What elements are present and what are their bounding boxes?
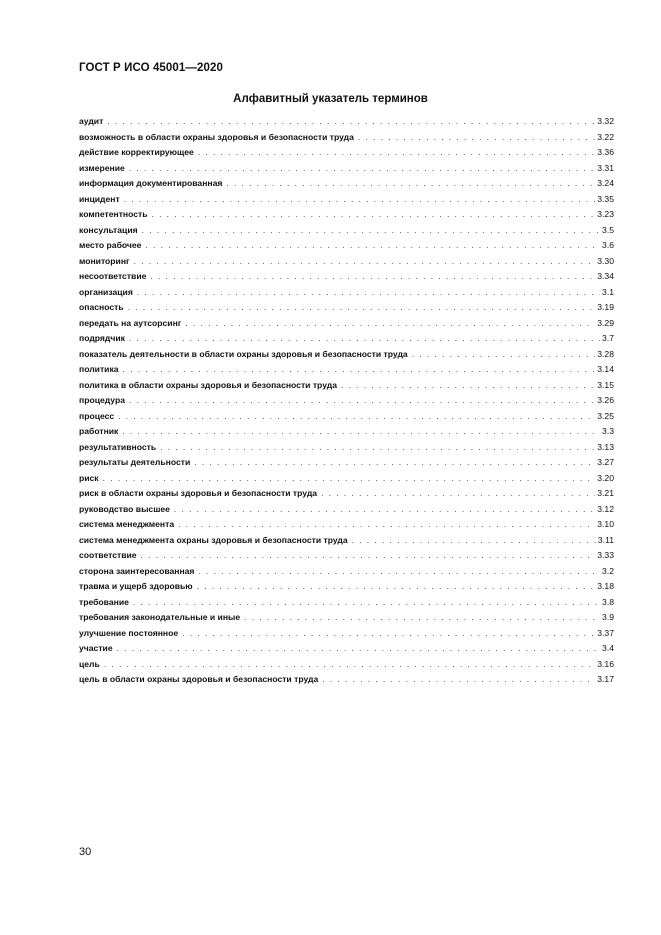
dot-leader bbox=[123, 362, 596, 378]
index-entry bbox=[79, 114, 614, 130]
index-entry bbox=[79, 285, 614, 301]
index-entry bbox=[79, 254, 614, 270]
dot-leader bbox=[129, 393, 595, 409]
dot-leader bbox=[142, 223, 600, 239]
dot-leader bbox=[226, 176, 595, 192]
index-term: система менеджмента охраны здоровья и безопасности труда bbox=[79, 534, 348, 545]
index-term: улучшение постоянное bbox=[79, 627, 179, 638]
index-term: цель bbox=[79, 658, 100, 669]
dot-leader bbox=[103, 471, 596, 487]
dot-leader bbox=[137, 285, 600, 301]
dot-leader bbox=[182, 626, 595, 642]
index-reference: 3.20 bbox=[597, 472, 614, 483]
index-reference: 3.27 bbox=[597, 457, 614, 467]
index-term: требование bbox=[79, 596, 129, 607]
index-entry bbox=[79, 641, 614, 657]
index-term: инцидент bbox=[79, 193, 120, 204]
index-entry bbox=[79, 161, 614, 177]
index-term: передать на аутсорсинг bbox=[79, 317, 182, 328]
index-term: измерение bbox=[79, 162, 125, 173]
index-entry bbox=[79, 347, 614, 363]
index-entry bbox=[79, 610, 614, 626]
index-entry bbox=[79, 455, 614, 471]
dot-leader bbox=[128, 300, 596, 316]
index-reference: 3.23 bbox=[597, 209, 614, 219]
index-entry bbox=[79, 192, 614, 208]
index-term: организация bbox=[79, 286, 133, 297]
index-reference: 3.14 bbox=[597, 364, 614, 374]
index-reference: 3.10 bbox=[597, 519, 614, 529]
index-term: процедура bbox=[79, 395, 126, 405]
index-term: опасность bbox=[79, 302, 124, 312]
index-entry bbox=[79, 223, 614, 239]
index-term: требования законодательные и иные bbox=[79, 612, 241, 622]
index-term: работник bbox=[79, 426, 119, 436]
index-reference: 3.31 bbox=[597, 162, 614, 173]
index-reference: 3.2 bbox=[602, 565, 614, 576]
index-term: мониторинг bbox=[79, 255, 130, 266]
index-reference: 3.24 bbox=[597, 178, 614, 188]
index-term: риск в области охраны здоровья и безопасности труда bbox=[79, 488, 318, 498]
index-reference: 3.11 bbox=[597, 534, 614, 545]
index-reference: 3.4 bbox=[602, 643, 614, 653]
dot-leader bbox=[194, 455, 595, 471]
dot-leader bbox=[244, 610, 600, 626]
dot-leader bbox=[133, 595, 600, 611]
index-reference: 3.12 bbox=[597, 503, 614, 514]
index-reference: 3.6 bbox=[602, 240, 614, 250]
index-reference: 3.13 bbox=[597, 441, 614, 452]
index-entry bbox=[79, 579, 614, 595]
index-entry bbox=[79, 378, 614, 394]
dot-leader bbox=[412, 347, 596, 363]
index-reference: 3.19 bbox=[597, 302, 614, 312]
index-entry bbox=[79, 145, 614, 161]
index-reference: 3.26 bbox=[597, 395, 614, 405]
index-entry bbox=[79, 533, 614, 549]
index-entry bbox=[79, 130, 614, 146]
index-term: подрядчик bbox=[79, 333, 125, 343]
index-reference: 3.32 bbox=[597, 116, 614, 126]
dot-leader bbox=[352, 533, 596, 549]
index-reference: 3.29 bbox=[597, 317, 614, 328]
index-term: консультация bbox=[79, 224, 138, 235]
document-header: ГОСТ Р ИСО 45001—2020 bbox=[79, 62, 224, 74]
dot-leader bbox=[150, 269, 595, 285]
dot-leader bbox=[122, 424, 600, 440]
index-entry bbox=[79, 424, 614, 440]
index-entry bbox=[79, 238, 614, 254]
index-reference: 3.22 bbox=[597, 131, 614, 142]
dot-leader bbox=[118, 409, 595, 425]
index-title: Алфавитный указатель терминов bbox=[233, 93, 428, 105]
index-reference: 3.1 bbox=[602, 286, 614, 297]
index-reference: 3.25 bbox=[597, 410, 614, 421]
index-reference: 3.8 bbox=[602, 596, 614, 607]
index-term: показатель деятельности в области охраны здоровья и безопасности труда bbox=[79, 348, 408, 359]
index-term: цель в области охраны здоровья и безопасности труда bbox=[79, 674, 319, 684]
dot-leader bbox=[107, 114, 595, 130]
index-reference: 3.17 bbox=[597, 674, 614, 684]
index-entry bbox=[79, 626, 614, 642]
index-term: место рабочее bbox=[79, 240, 142, 250]
index-reference: 3.35 bbox=[597, 193, 614, 204]
index-term: сторона заинтересованная bbox=[79, 565, 195, 576]
index-entry bbox=[79, 393, 614, 409]
index-reference: 3.5 bbox=[602, 224, 614, 235]
dot-leader bbox=[145, 238, 600, 254]
dot-leader bbox=[129, 331, 600, 347]
index-term: аудит bbox=[79, 116, 104, 126]
index-reference: 3.9 bbox=[602, 612, 614, 622]
dot-leader bbox=[141, 548, 596, 564]
index-entry bbox=[79, 207, 614, 223]
dot-leader bbox=[185, 316, 595, 332]
index-term: риск bbox=[79, 472, 99, 483]
index-reference: 3.18 bbox=[597, 581, 614, 591]
index-term: система менеджмента bbox=[79, 519, 175, 529]
index-entry bbox=[79, 409, 614, 425]
index-reference: 3.36 bbox=[597, 147, 614, 157]
index-entry bbox=[79, 440, 614, 456]
dot-leader bbox=[198, 564, 600, 580]
index-reference: 3.21 bbox=[597, 488, 614, 498]
index-entry bbox=[79, 502, 614, 518]
index-reference: 3.37 bbox=[597, 627, 614, 638]
dot-leader bbox=[134, 254, 596, 270]
index-term: соответствие bbox=[79, 550, 137, 560]
index-entry bbox=[79, 176, 614, 192]
index-reference: 3.15 bbox=[597, 379, 614, 390]
index-term: действие корректирующее bbox=[79, 147, 194, 157]
dot-leader bbox=[197, 579, 596, 595]
dot-leader bbox=[129, 161, 596, 177]
index-term: возможность в области охраны здоровья и безопасности труда bbox=[79, 131, 354, 142]
dot-leader bbox=[174, 502, 595, 518]
index-entry bbox=[79, 657, 614, 673]
index-entry bbox=[79, 564, 614, 580]
index-term: руководство высшее bbox=[79, 503, 170, 514]
index-reference: 3.30 bbox=[597, 255, 614, 266]
index-entry bbox=[79, 316, 614, 332]
dot-leader bbox=[124, 192, 596, 208]
index-entry bbox=[79, 471, 614, 487]
dot-leader bbox=[117, 641, 600, 657]
dot-leader bbox=[178, 517, 595, 533]
index-reference: 3.28 bbox=[597, 348, 614, 359]
dot-leader bbox=[104, 657, 595, 673]
dot-leader bbox=[322, 672, 595, 688]
index-entry bbox=[79, 548, 614, 564]
index-entry bbox=[79, 269, 614, 285]
index-term: политика bbox=[79, 364, 119, 374]
index-term: несоответствие bbox=[79, 271, 147, 281]
index-entry bbox=[79, 300, 614, 316]
dot-leader bbox=[152, 207, 596, 223]
dot-leader bbox=[321, 486, 595, 502]
index-reference: 3.33 bbox=[597, 550, 614, 560]
index-reference: 3.34 bbox=[597, 271, 614, 281]
index-term: результаты деятельности bbox=[79, 457, 191, 467]
dot-leader bbox=[198, 145, 595, 161]
index-term: компетентность bbox=[79, 209, 148, 219]
dot-leader bbox=[160, 440, 595, 456]
index-entry bbox=[79, 672, 614, 688]
index-entry bbox=[79, 486, 614, 502]
index-entry bbox=[79, 331, 614, 347]
index-term: политика в области охраны здоровья и безопасности труда bbox=[79, 379, 337, 390]
index-term: процесс bbox=[79, 410, 115, 421]
index-term: участие bbox=[79, 643, 113, 653]
index-term: результативность bbox=[79, 441, 157, 452]
dot-leader bbox=[358, 130, 595, 146]
index-reference: 3.16 bbox=[597, 658, 614, 669]
index-reference: 3.7 bbox=[602, 333, 614, 343]
page-number: 30 bbox=[79, 846, 92, 858]
index-term: информация документированная bbox=[79, 178, 223, 188]
index-entry bbox=[79, 517, 614, 533]
index-reference: 3.3 bbox=[602, 426, 614, 436]
index-term: травма и ущерб здоровью bbox=[79, 581, 193, 591]
dot-leader bbox=[341, 378, 595, 394]
index-entry bbox=[79, 595, 614, 611]
term-index-list bbox=[79, 114, 614, 688]
index-entry bbox=[79, 362, 614, 378]
